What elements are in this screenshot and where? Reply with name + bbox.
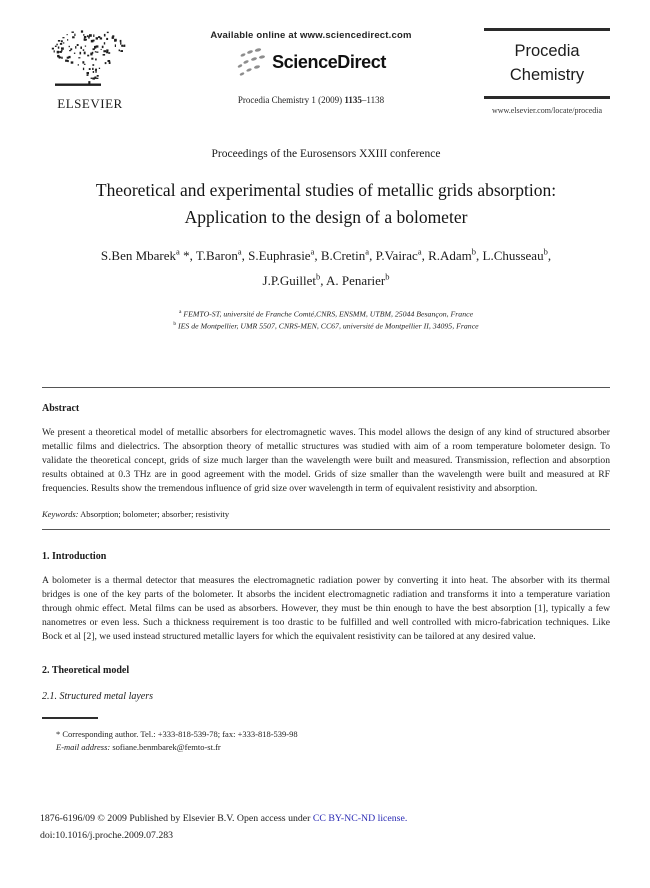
- elsevier-logo: [42, 28, 138, 112]
- author: T.Baron$^a$,: [195, 246, 249, 264]
- corresponding-author-footnote: [42, 728, 610, 755]
- citation-page-start: 1135: [344, 95, 362, 105]
- abstract-bottom-rule: [42, 529, 610, 530]
- footnote-rule: [42, 717, 98, 719]
- footnote-email-line: [56, 741, 610, 755]
- abstract-body: We present a theoretical model of metallic absorbers for electromagnetic waves. This model allows the design of any kind of structured absorber metallic films and dielectrics. The absorption theory of metallic structures was studied with aim of a room temperature bolometer design. To validate the theoretical concept, grids of size much larger than the wavelength were built and measured. Transmission, reflection and absorption results obtained at 0.3 THz are in good agreement with the model. Grids of size smaller than the wavelength were built and measured at RF frequencies. Results show the tremendous influence of grid size over wavelength in term of equivalent resistivity and absorption.: [42, 427, 610, 495]
- author-line-2: [42, 268, 610, 293]
- footnote-tel-fax: * Corresponding author. Tel.: +333-818-539-78; fax: +333-818-539-98: [56, 728, 298, 739]
- header-right: [484, 28, 610, 115]
- paper-title: [42, 177, 610, 231]
- elsevier-tree-icon: [49, 28, 131, 90]
- copyright-line: [40, 810, 407, 827]
- author: L.Chusseau$^b$,: [482, 246, 552, 264]
- journal-title-box: [484, 28, 610, 99]
- available-online-text: Available online at www.sciencedirect.com: [210, 30, 412, 41]
- affiliation-a: $^a$ FEMTO-ST, université de Franche Comté,CNRS, ENSMM, UTBM, 25044 Besançon, France: [178, 308, 474, 319]
- section-2-1-heading: 2.1. Structured metal layers: [42, 691, 154, 703]
- elsevier-wordmark: ELSEVIER: [57, 96, 123, 111]
- page-footer: [40, 810, 407, 844]
- conference-note: Proceedings of the Eurosensors XXIII conference: [211, 147, 441, 160]
- doi-line: doi:10.1016/j.proche.2009.07.283: [40, 829, 174, 841]
- journal-citation: [138, 95, 484, 105]
- email-address: sofiane.benmbarek@femto-st.fr: [110, 742, 221, 753]
- sciencedirect-logo: [236, 47, 386, 77]
- affiliations: [42, 308, 610, 333]
- author: J.P.Guillet$^b$,: [262, 272, 327, 289]
- affiliation-b: $^b$ IES de Montpellier, UMR 5507, CNRS-MEN, CC67, université de Montpellier II, 34095, France: [173, 321, 479, 332]
- abstract-heading: Abstract: [42, 403, 80, 415]
- section-2-heading: 2. Theoretical model: [42, 665, 130, 677]
- journal-header: [42, 28, 610, 115]
- section-1-heading: 1. Introduction: [42, 551, 107, 563]
- citation-prefix: Procedia Chemistry 1 (2009): [237, 95, 345, 105]
- author: S.Euphrasie$^a$,: [248, 246, 321, 264]
- author-list: [42, 243, 610, 294]
- keywords-line: [42, 509, 610, 519]
- author: B.Cretin$^a$,: [320, 246, 376, 264]
- elsevier-locate-url: www.elsevier.com/locate/procedia: [491, 105, 603, 115]
- author-line-1: [42, 243, 610, 268]
- cc-license-link[interactable]: CC BY-NC-ND license.: [312, 812, 408, 824]
- keywords-text: Absorption; bolometer; absorber; resistivity: [78, 509, 230, 520]
- author: P.Vairac$^a$,: [375, 246, 429, 264]
- journal-box-bottom-rule: [484, 96, 610, 99]
- sciencedirect-leaves-icon: [236, 47, 270, 77]
- journal-name-line1: Procedia: [514, 42, 580, 60]
- section-1-body: A bolometer is a thermal detector that measures the electromagnetic radiation power by converting it into heat. The absorber with its thermal bridges is one of the key parts of the bolometer. It absorbs the incident electromagnetic radiation and transforms it into a temperature variation through ohmic effect. Metal films can be used as absorbers. However, they must be thin enough to have the best absorption [1], typically a few nanometres or even less. Such a thickness requirement is too drastic to be fulfilled and well controlled with micro-fabrication techniques. Like Bock et al [2], we used instead structured metallic layers for which the equivalent resistivity can be tailored at any desired value.: [42, 575, 610, 643]
- paper-title-line2: Application to the design of a bolometer: [184, 206, 468, 227]
- sciencedirect-wordmark: ScienceDirect: [272, 51, 386, 72]
- author: A. Penarier$^b$: [326, 272, 390, 289]
- email-label: E-mail address:: [56, 742, 111, 753]
- abstract-top-rule: [42, 387, 610, 388]
- header-center: [138, 28, 484, 105]
- issn-copyright-text: 1876-6196/09 © 2009 Published by Elsevier B.V. Open access under: [40, 812, 313, 824]
- journal-name: [484, 31, 610, 96]
- citation-page-end: –1138: [361, 95, 385, 105]
- keywords-label: Keywords:: [42, 509, 79, 520]
- author: R.Adam$^b$,: [428, 246, 483, 264]
- author: S.Ben Mbarek$^a$ *,: [100, 246, 196, 264]
- journal-name-line2: Chemistry: [509, 65, 585, 84]
- paper-title-line1: Theoretical and experimental studies of metallic grids absorption:: [95, 179, 557, 200]
